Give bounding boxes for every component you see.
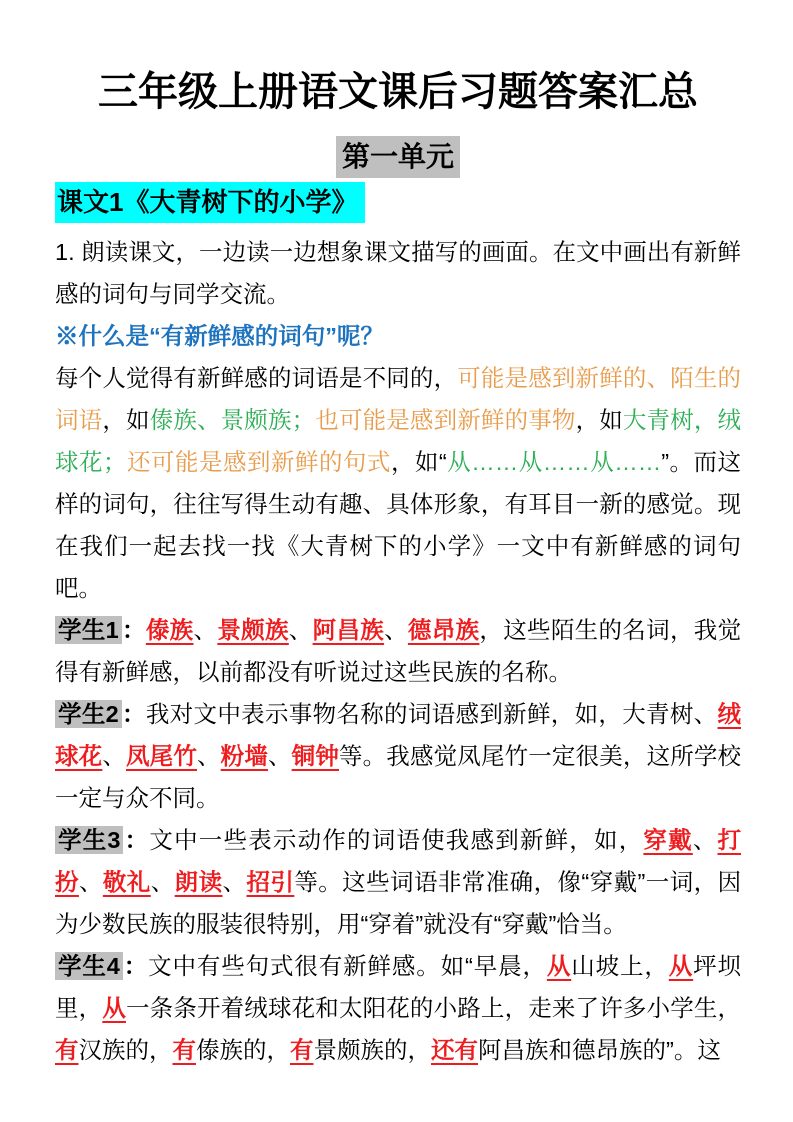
text-run: 铜钟 [291, 743, 339, 769]
explanation-paragraph [55, 357, 741, 609]
text-run: ，如 [575, 407, 623, 433]
text-run: 学生2 [55, 700, 122, 728]
text-run: 、 [288, 617, 313, 643]
text-run: 从……从……从…… [446, 449, 662, 475]
text-run: 学生3 [55, 826, 123, 854]
text-run: 从 [668, 953, 694, 979]
text-run: 等。我感觉凤尾竹一定很美，这所学校一定与众不同。 [55, 743, 742, 811]
text-run: ”。而这样的词句，往往写得生动有趣、具体形象，有耳目一新的感觉。现在我们一起去找一找《大青树下的小学》一文中有新鲜感的词句吧。 [55, 449, 742, 601]
text-run: 、 [196, 743, 221, 769]
text-run: 我对文中表示事物名称的词语感到新鲜，如，大青树、 [145, 701, 718, 727]
text-run: 还可能是感到新鲜的句式 [126, 449, 391, 475]
student-1-answer [55, 609, 741, 693]
text-run: 1. 朗读课文，一边读一边想象课文描写的画面。在文中画出有新鲜感的词句与同学交流。 [55, 239, 741, 307]
text-run: 粉墙 [220, 743, 268, 769]
text-run: 敬礼 [102, 869, 151, 895]
text-run: ： [122, 953, 149, 979]
text-run: 朗读 [174, 869, 223, 895]
text-run: 、 [692, 827, 718, 853]
text-run: ※什么是“有新鲜感的词句”呢？ [55, 323, 384, 349]
unit-heading-row [55, 136, 741, 178]
text-run: 每个人觉得有新鲜感的词语是不同的， [55, 365, 458, 391]
text-run: 有 [55, 1037, 79, 1063]
student-2-answer [55, 693, 741, 819]
text-run: 绒球花 [55, 701, 742, 769]
text-run: 从 [546, 953, 572, 979]
text-run: 坪坝里， [55, 953, 742, 1021]
text-run: 有 [172, 1037, 196, 1063]
text-run: 阿昌族 [312, 617, 385, 643]
text-run: 学生4 [55, 952, 123, 980]
student-4-answer [55, 945, 741, 1071]
text-run: 穿戴 [643, 827, 693, 853]
lesson-heading: 课文1《大青树下的小学》 [55, 182, 365, 223]
text-run: 、 [102, 743, 126, 769]
blue-subheading [55, 315, 741, 357]
lesson-heading-row [55, 182, 741, 223]
unit-heading: 第一单元 [336, 136, 460, 178]
text-run: 阿昌族和德昂族的”。这 [478, 1037, 721, 1063]
text-run: 也可能是感到新鲜的事物 [315, 407, 576, 433]
text-run: 景颇族的， [313, 1037, 431, 1063]
text-run: 、 [150, 869, 175, 895]
text-run: ，这些陌生的名词，我觉得有新鲜感，以前都没有听说过这些民族的名称。 [55, 617, 742, 685]
text-run: 、 [78, 869, 103, 895]
document-content [0, 68, 793, 1071]
text-run: 大青树，绒球花； [55, 407, 742, 475]
text-run: 汉族的， [78, 1037, 173, 1063]
student-3-answer [55, 819, 741, 945]
text-run: 、 [193, 617, 218, 643]
text-run: 文中一些表示动作的词语使我感到新鲜，如， [149, 827, 644, 853]
text-run: 傣族 [145, 617, 194, 643]
text-run: 打扮 [55, 827, 742, 895]
body-text [55, 231, 741, 1071]
text-run: 景颇族 [217, 617, 289, 643]
text-run: 文中有些句式很有新鲜感。如“早晨， [148, 953, 547, 979]
text-run: ： [121, 617, 146, 643]
text-run: ： [123, 827, 150, 853]
text-run: 一条条开着绒球花和太阳花的小路上，走来了许多小学生， [126, 995, 742, 1021]
text-run: 学生1 [55, 616, 122, 644]
text-run: ，如 [102, 407, 150, 433]
text-run: 傣族、景颇族； [149, 407, 316, 433]
text-run: 等。这些词语非常准确，像“穿戴”一词，因为少数民族的服装很特别，用“穿着”就没有“穿戴”恰当。 [55, 869, 742, 937]
page-title: 三年级上册语文课后习题答案汇总 [98, 70, 698, 114]
text-run: 有 [290, 1037, 314, 1063]
text-run: 山坡上， [571, 953, 669, 979]
text-run: 从 [102, 995, 126, 1021]
text-run: 、 [267, 743, 292, 769]
text-run: 凤尾竹 [126, 743, 197, 769]
text-run: 、 [384, 617, 408, 643]
text-run: 傣族的， [196, 1037, 290, 1063]
text-run: 德昂族 [407, 617, 480, 643]
text-run: ，如“ [390, 449, 447, 475]
text-run: ： [121, 701, 146, 727]
question-1 [55, 231, 741, 315]
text-run: 还有 [431, 1037, 478, 1063]
text-run: 可能是感到新鲜的、陌生的词语 [55, 365, 742, 433]
text-run: 招引 [246, 869, 295, 895]
text-run: 、 [222, 869, 247, 895]
